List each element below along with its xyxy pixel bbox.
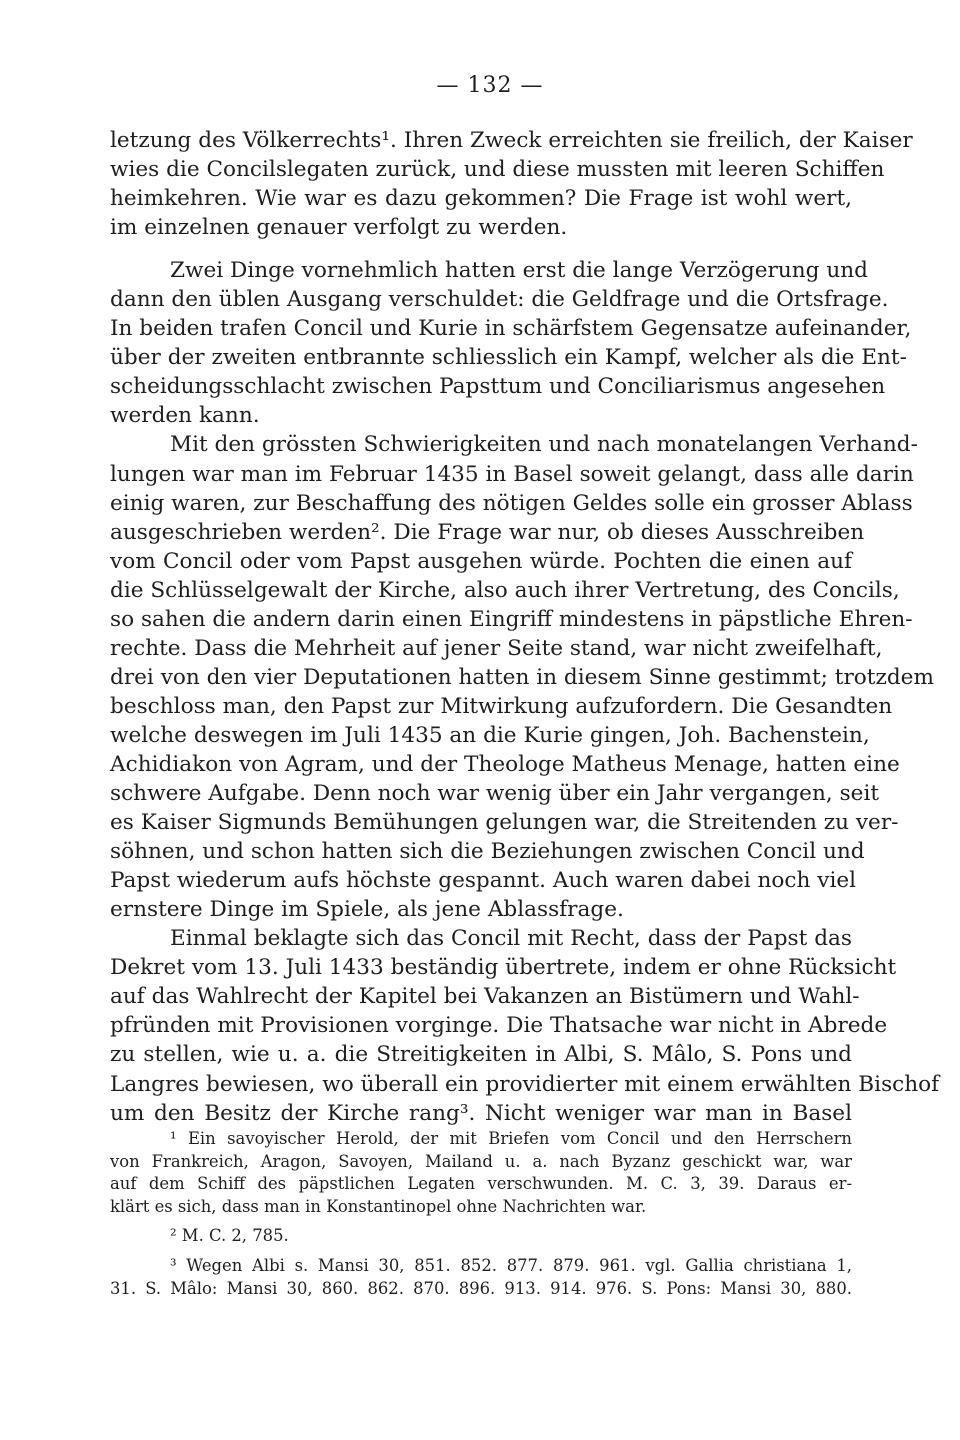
text-line: scheidungsschlacht zwischen Papsttum und Conciliarismus angesehen [110, 374, 886, 400]
footnote-line: von Frankreich, Aragon, Savoyen, Mailand u. a. nach Byzanz geschickt war, war [110, 1151, 852, 1171]
text-line: auf das Wahlrecht der Kapitel bei Vakanzen an Bistümern und Wahl- [110, 984, 860, 1010]
text-line: lungen war man im Februar 1435 in Basel soweit gelangt, dass alle darin [110, 461, 914, 487]
text-line: Einmal beklagte sich das Concil mit Recht, dass der Papst das [170, 926, 852, 952]
paragraph [110, 924, 940, 1127]
text-line: um den Besitz der Kirche rang³. Nicht weniger war man in Basel [110, 1100, 852, 1126]
text-line: schwere Aufgabe. Denn noch war wenig über ein Jahr vergangen, seit [110, 781, 880, 807]
text-line: ausgeschrieben werden². Die Frage war nur, ob dieses Ausschreiben [110, 519, 865, 545]
text-line: Zwei Dinge vornehmlich hatten erst die lange Verzögerung und [170, 258, 868, 284]
footnote-line: ¹ Ein savoyischer Herold, der mit Briefen vom Concil und den Herrschern [170, 1129, 852, 1148]
text-line: über der zweiten entbrannte schliesslich ein Kampf, welcher als die Ent- [110, 345, 907, 371]
footnote-line: 31. S. Mâlo: Mansi 30, 860. 862. 870. 896. 913. 914. 976. S. Pons: Mansi 30, 880. [110, 1278, 852, 1298]
text-line: dann den üblen Ausgang verschuldet: die Geldfrage und die Ortsfrage. [110, 287, 889, 313]
text-line: In beiden trafen Concil und Kurie in schärfstem Gegensatze aufeinander, [110, 316, 912, 342]
footnotes [110, 1128, 852, 1300]
paragraph [110, 430, 934, 924]
text-line: Mit den grössten Schwierigkeiten und nach monatelangen Verhand- [170, 432, 918, 458]
paragraph [110, 256, 912, 430]
text-line: letzung des Völkerrechts¹. Ihren Zweck erreichten sie freilich, der Kaiser [110, 128, 913, 153]
footnote-line: auf dem Schiff des päpstlichen Legaten verschwunden. M. C. 3, 39. Daraus er- [110, 1174, 852, 1194]
footnote [110, 1255, 852, 1300]
text-line: so sahen die andern darin einen Eingriff mindestens in päpstliche Ehren- [110, 606, 913, 632]
text-line: im einzelnen genauer verfolgt zu werden. [110, 215, 568, 241]
text-line: pfründen mit Provisionen vorginge. Die Thatsache war nicht in Abrede [110, 1013, 888, 1039]
footnote-line: ³ Wegen Albi s. Mansi 30, 851. 852. 877. 879. 961. vgl. Gallia christiana 1, [170, 1255, 852, 1275]
text-line: wies die Concilslegaten zurück, und diese mussten mit leeren Schiffen [110, 157, 885, 183]
footnote [110, 1225, 852, 1248]
text-line: die Schlüsselgewalt der Kirche, also auch ihrer Vertretung, des Concils, [110, 577, 900, 603]
footnote [110, 1128, 852, 1218]
paragraph [110, 126, 913, 242]
text-line: drei von den vier Deputationen hatten in diesem Sinne gestimmt; trotzdem [110, 664, 934, 690]
text-line: zu stellen, wie u. a. die Streitigkeiten in Albi, S. Mâlo, S. Pons und [110, 1042, 852, 1068]
page-number: — 132 — [436, 73, 544, 98]
text-line: heimkehren. Wie war es dazu gekommen? Die Frage ist wohl wert, [110, 186, 852, 212]
text-line: ernstere Dinge im Spiele, als jene Ablassfrage. [110, 897, 624, 923]
text-line: einig waren, zur Beschaffung des nötigen Geldes solle ein grosser Ablass [110, 490, 913, 516]
text-line: welche deswegen im Juli 1435 an die Kurie gingen, Joh. Bachenstein, [110, 722, 870, 748]
text-line: vom Concil oder vom Papst ausgehen würde. Pochten die einen auf [110, 548, 852, 574]
text-line: Achidiakon von Agram, und der Theologe Matheus Menage, hatten eine [110, 751, 900, 777]
text-line: Langres bewiesen, wo überall ein providierter mit einem erwählten Bischof [110, 1071, 940, 1097]
text-line: Dekret vom 13. Juli 1433 beständig übertrete, indem er ohne Rücksicht [110, 955, 897, 981]
text-line: beschloss man, den Papst zur Mitwirkung aufzufordern. Die Gesandten [110, 693, 893, 719]
body-text [110, 126, 940, 1128]
text-line: söhnen, und schon hatten sich die Beziehungen zwischen Concil und [110, 839, 865, 865]
footnote-line: klärt es sich, dass man in Konstantinopel ohne Nachrichten war. [110, 1196, 647, 1216]
text-line: Papst wiederum aufs höchste gespannt. Auch waren dabei noch viel [110, 868, 857, 894]
text-line: rechte. Dass die Mehrheit auf jener Seite stand, war nicht zweifelhaft, [110, 635, 883, 661]
footnote-line: ² M. C. 2, 785. [170, 1226, 289, 1246]
text-line: werden kann. [110, 403, 260, 429]
text-line: es Kaiser Sigmunds Bemühungen gelungen war, die Streitenden zu ver- [110, 810, 899, 836]
